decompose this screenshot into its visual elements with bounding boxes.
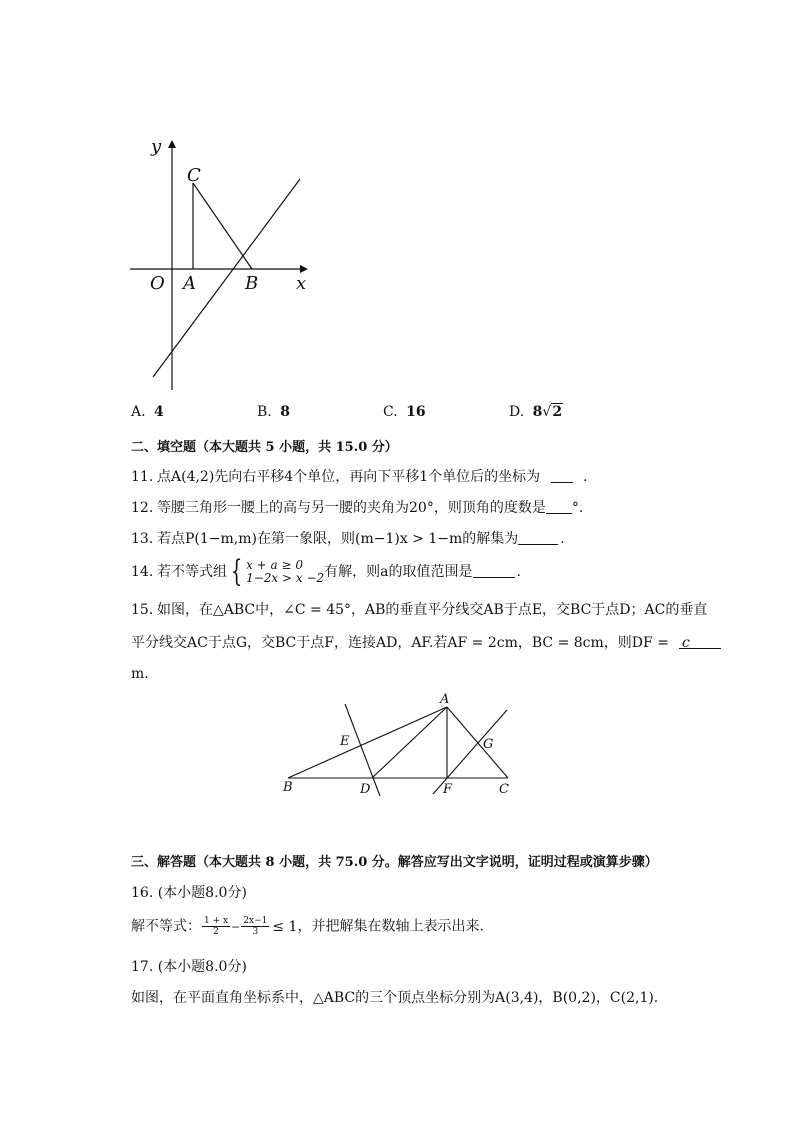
question-17-text: 如图，在平面直角坐标系中，△ABC的三个顶点坐标分别为A(3,4)，B(0,2)，C(2,1). [131, 990, 659, 1006]
label-B2: B [283, 780, 293, 795]
section-2-title: 二、填空题（本大题共 5 小题，共 15.0 分） [131, 440, 398, 455]
option-d-radicand: 2 [552, 404, 563, 420]
option-c-letter: C. [383, 404, 398, 420]
question-17-header: 17. (本小题8.0分) [131, 959, 247, 975]
question-11-text: 点A(4,2)先向右平移4个单位，再向下平移1个单位后的坐标为 [157, 469, 541, 485]
question-13 [131, 529, 565, 549]
option-b [257, 404, 290, 420]
question-14-end: . [516, 564, 521, 580]
question-13-number: 13. [131, 531, 154, 547]
question-11 [131, 467, 587, 487]
question-16-post: ，并把解集在数轴上表示出来. [297, 918, 484, 935]
question-11-end: . [583, 469, 588, 485]
label-A2: A [440, 692, 450, 707]
label-F: F [443, 782, 453, 797]
question-12-end: °. [571, 500, 584, 516]
question-15-unit-c: c [682, 635, 690, 651]
label-C: C [187, 165, 201, 186]
oblique-line [153, 179, 300, 377]
fraction-2-numerator: 2x−1 [243, 916, 268, 926]
question-12-number: 12. [131, 500, 154, 516]
label-C2: C [499, 782, 509, 797]
question-13-text: 若点P(1−m,m)在第一象限，则(m−1)x > 1−m的解集为 [157, 531, 519, 547]
question-13-end: . [560, 531, 565, 547]
label-E: E [340, 734, 350, 749]
question-14-number: 14. [131, 564, 154, 580]
fraction-2 [241, 916, 269, 937]
brace-icon: { [230, 554, 243, 589]
coordinate-figure [120, 130, 320, 400]
option-a-letter: A. [131, 404, 146, 420]
question-14-post: 有解，则a的取值范围是 [324, 564, 473, 580]
question-11-blank[interactable] [551, 468, 573, 483]
option-d-coef: 8 [532, 404, 543, 420]
question-14-pre: 若不等式组 [157, 564, 227, 580]
option-a-value: 4 [154, 404, 164, 420]
label-x: x [296, 273, 307, 294]
section-3-title: 三、解答题（本大题共 8 小题，共 75.0 分。解答应写出文字说明，证明过程或演算步骤） [131, 855, 658, 870]
question-15-line-2 [131, 633, 721, 653]
question-11-number: 11. [131, 469, 154, 485]
question-12-blank[interactable] [546, 499, 572, 514]
fraction-1 [202, 916, 230, 937]
fraction-1-denominator: 2 [213, 927, 219, 937]
question-12 [131, 498, 583, 518]
fraction-2-denominator: 3 [252, 927, 259, 937]
option-b-letter: B. [257, 404, 272, 420]
label-y: y [151, 136, 162, 157]
system-row-1: x + a ≥ 0 [246, 558, 304, 572]
label-D: D [360, 782, 371, 797]
option-c [383, 404, 426, 420]
question-15-text-2: 平分线交AC于点G，交BC于点F，连接AD，AF.若AF = 2cm，BC = 8cm，则DF = [131, 635, 669, 651]
question-14 [131, 554, 521, 589]
option-d-letter: D. [509, 404, 525, 420]
x-axis-arrow [300, 265, 308, 273]
option-a [131, 404, 164, 420]
option-c-value: 16 [406, 404, 426, 420]
option-b-value: 8 [280, 404, 290, 420]
question-12-text: 等腰三角形一腰上的高与另一腰的夹角为20°，则顶角的度数是 [157, 500, 546, 516]
triangle-figure [275, 688, 525, 800]
minus-sign: − [231, 920, 241, 934]
system-row-2: 1−2x > x −2 [246, 571, 325, 585]
question-16-header: 16. (本小题8.0分) [131, 885, 247, 901]
option-d-radical: √ [542, 404, 552, 420]
label-B: B [245, 273, 259, 294]
question-15-number: 15. [131, 602, 154, 618]
question-15-text-1: 如图，在△ABC中，∠C = 45°，AB的垂直平分线交AB于点E，交BC于点D；AC的垂直 [157, 602, 708, 618]
fraction-1-numerator: 1 + x [204, 916, 229, 926]
label-O: O [150, 273, 165, 294]
question-15-line-3: m. [131, 666, 149, 682]
question-14-blank[interactable] [473, 563, 515, 578]
question-16-pre: 解不等式： [131, 918, 201, 935]
option-d [509, 404, 563, 420]
segment-AD [372, 707, 447, 778]
question-15-line-1 [131, 600, 707, 620]
inequality-system [227, 554, 325, 589]
question-13-blank[interactable] [518, 530, 558, 545]
y-axis-arrow [168, 140, 176, 148]
label-G: G [483, 737, 494, 752]
label-A: A [183, 273, 196, 294]
relation: ≤ 1 [272, 918, 298, 935]
segment-AB [288, 707, 447, 778]
question-16-body [131, 916, 484, 938]
